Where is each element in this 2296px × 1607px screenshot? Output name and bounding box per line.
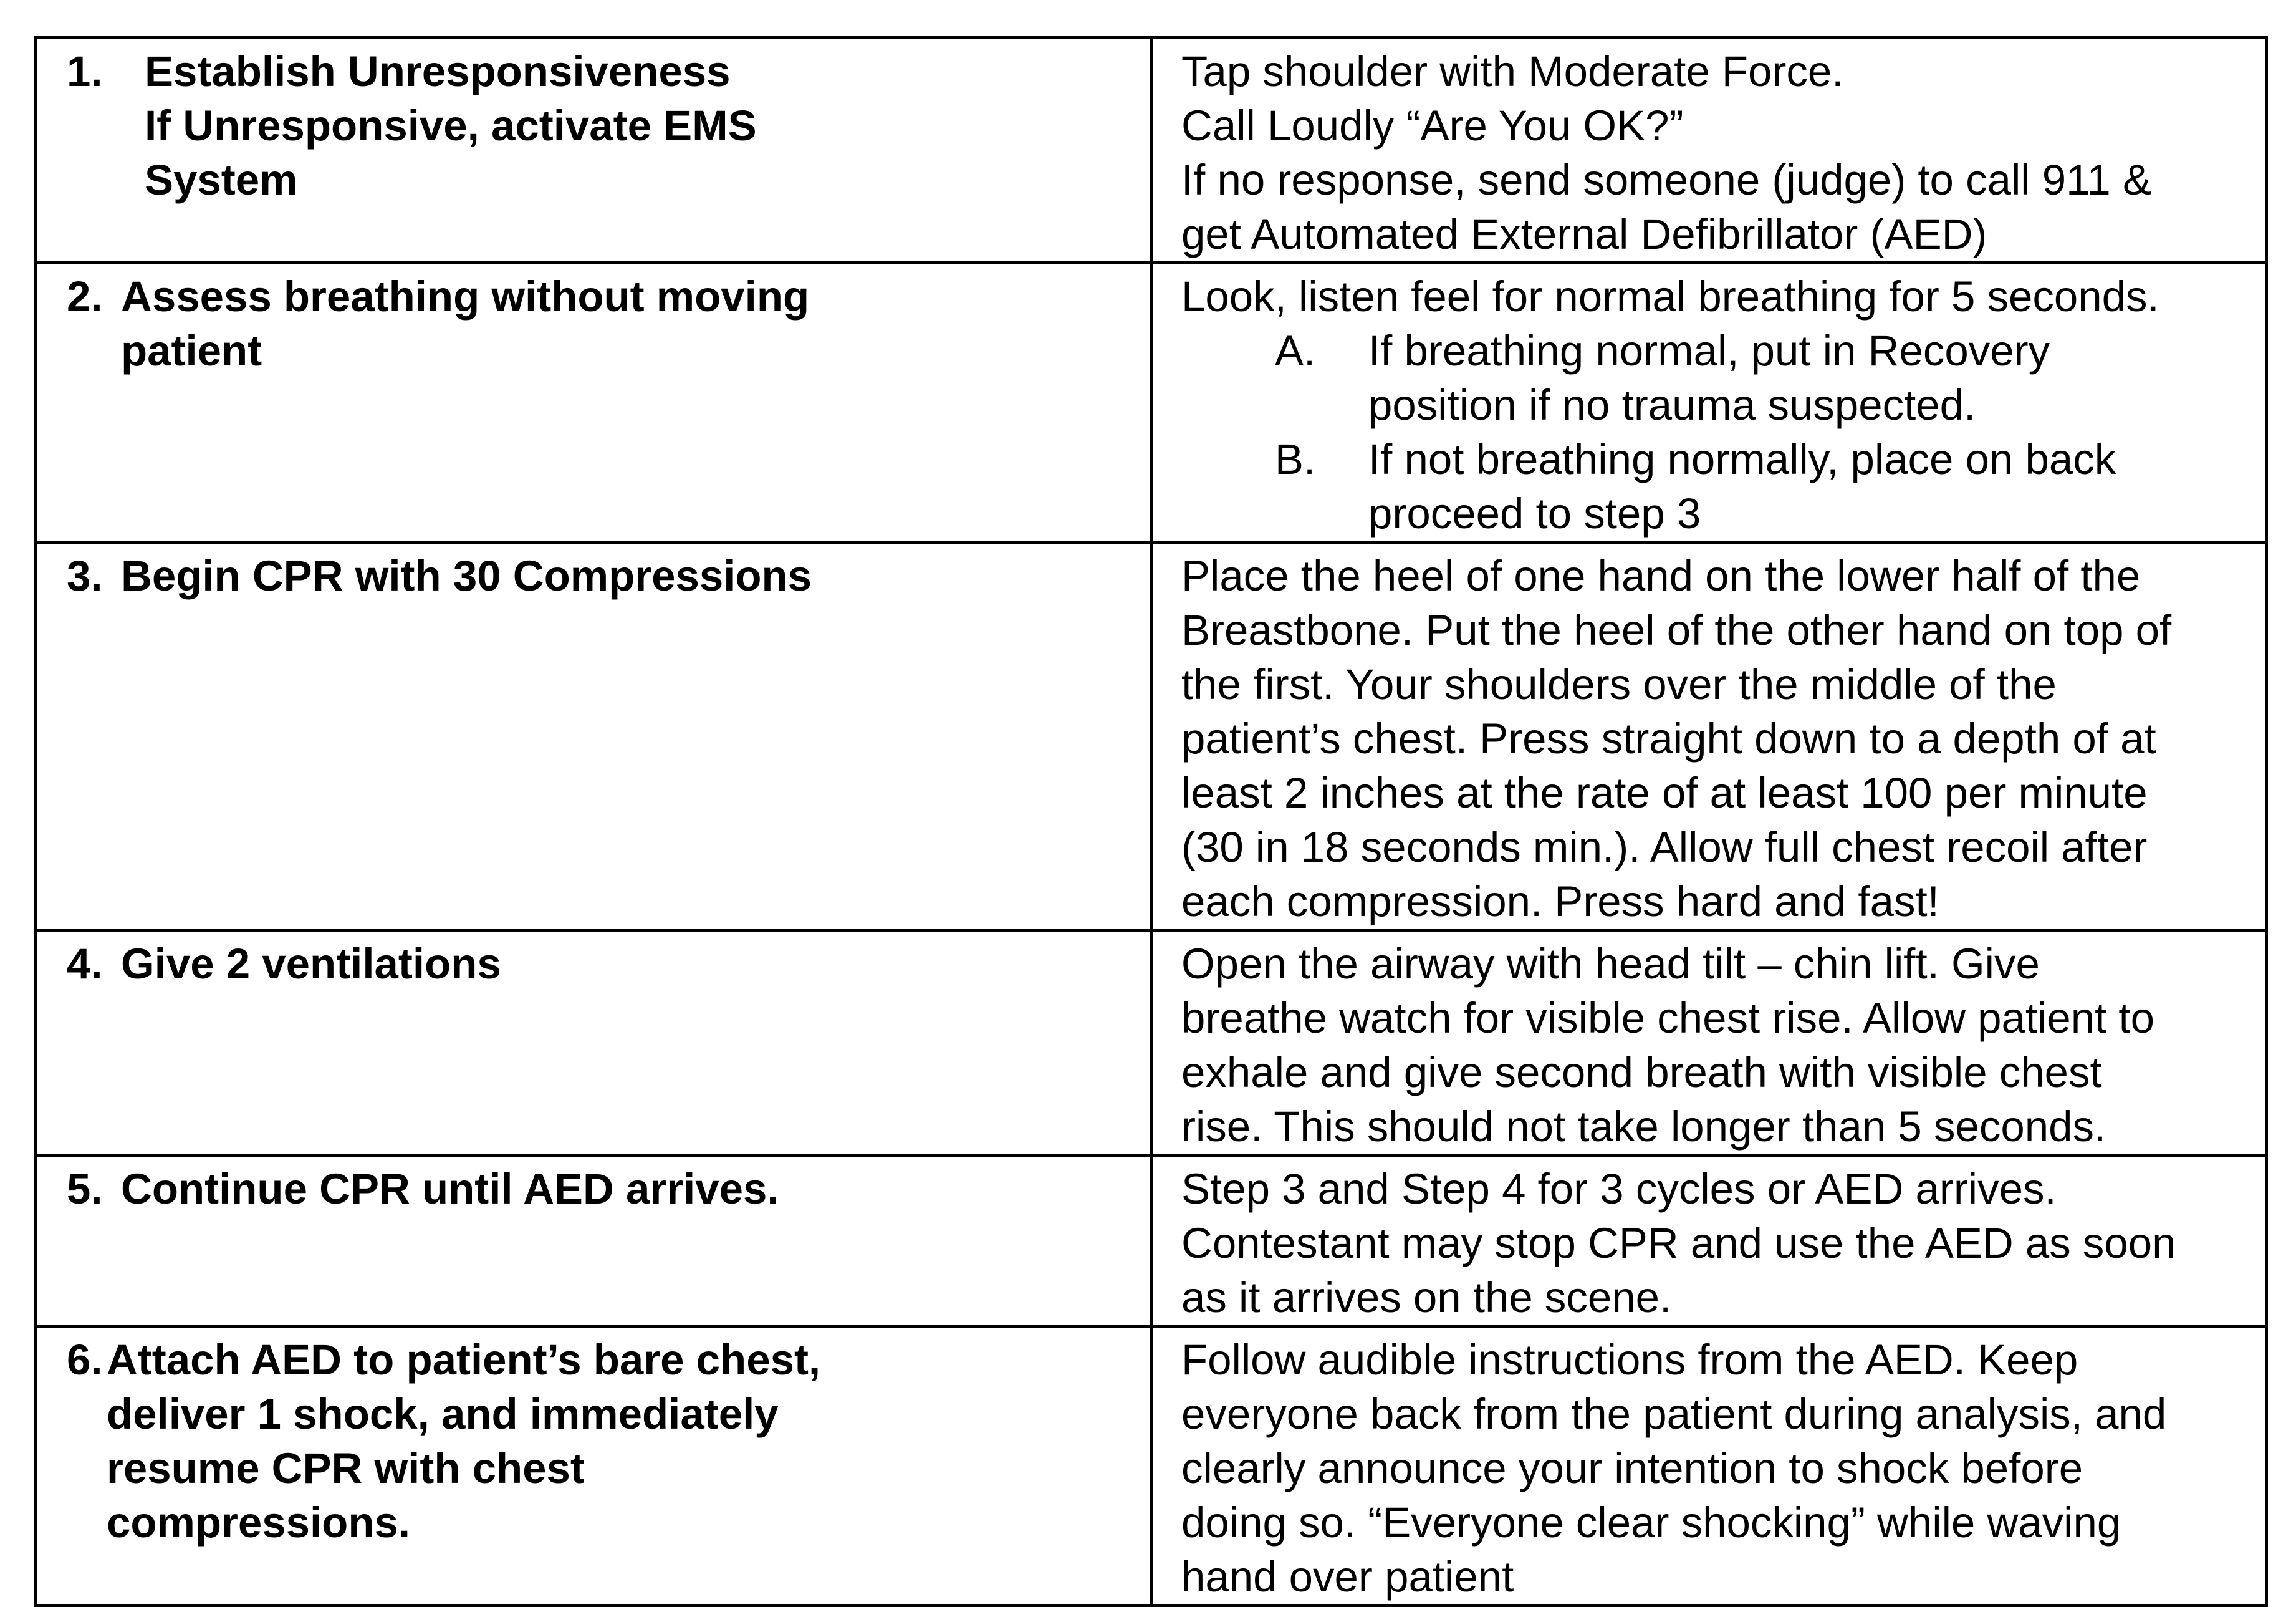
action-line: as it arrives on the scene.: [1181, 1273, 1672, 1321]
step-number: 4.: [67, 940, 103, 988]
step-title-line: compressions.: [107, 1498, 411, 1547]
table-row: [36, 38, 2267, 263]
step-title-line: deliver 1 shock, and immediately: [107, 1390, 779, 1438]
step-title-line: patient: [121, 327, 262, 375]
action-line: the first. Your shoulders over the middle of the: [1181, 660, 2057, 708]
action-line: breathe watch for visible chest rise. Allow patient to: [1181, 994, 2154, 1042]
step-title-line: resume CPR with chest: [107, 1444, 585, 1492]
step-number: 6.: [67, 1336, 103, 1384]
list-letter: B.: [1275, 435, 1316, 483]
action-line: doing so. “Everyone clear shocking” while waving: [1181, 1498, 2121, 1547]
action-cell: [1151, 38, 2267, 263]
action-cell: [1151, 930, 2267, 1156]
step-title-line: Assess breathing without moving: [121, 273, 810, 321]
step-cell: [36, 930, 1151, 1156]
table-row: [36, 1156, 2267, 1326]
table-row: [36, 1326, 2267, 1606]
action-line: least 2 inches at the rate of at least 100 per minute: [1181, 769, 2148, 817]
action-cell: [1151, 263, 2267, 543]
action-cell: [1151, 543, 2267, 930]
action-line: Follow audible instructions from the AED. Keep: [1181, 1336, 2078, 1384]
step-title-line: Attach AED to patient’s bare chest,: [107, 1336, 821, 1384]
table-row: [36, 263, 2267, 543]
list-letter: A.: [1275, 327, 1316, 375]
cpr-steps-table: [34, 36, 2268, 1607]
action-line: Tap shoulder with Moderate Force.: [1181, 47, 1844, 95]
step-title-line: Continue CPR until AED arrives.: [121, 1165, 779, 1213]
step-cell: [36, 38, 1151, 263]
list-item-line: If breathing normal, put in Recovery: [1368, 327, 2050, 375]
action-line: If no response, send someone (judge) to call 911 &: [1181, 156, 2152, 204]
action-cell: [1151, 1326, 2267, 1606]
list-item: [1181, 432, 2265, 541]
step-number: 2.: [67, 273, 103, 321]
step-title-line: Begin CPR with 30 Compressions: [121, 552, 812, 600]
step-title-line: System: [145, 156, 298, 204]
action-line: everyone back from the patient during analysis, and: [1181, 1390, 2167, 1438]
action-line: each compression. Press hard and fast!: [1181, 877, 1939, 925]
action-cell: [1151, 1156, 2267, 1326]
step-title-line: Give 2 ventilations: [121, 940, 501, 988]
action-line: get Automated External Defibrillator (AED): [1181, 210, 1987, 258]
action-line: rise. This should not take longer than 5 seconds.: [1181, 1103, 2106, 1151]
step-number: 3.: [67, 552, 103, 600]
list-item-line: proceed to step 3: [1368, 490, 1701, 538]
step-cell: [36, 1326, 1151, 1606]
table-row: [36, 543, 2267, 930]
action-line: Breastbone. Put the heel of the other hand on top of: [1181, 606, 2172, 654]
action-line: (30 in 18 seconds min.). Allow full chest recoil after: [1181, 823, 2148, 871]
action-line: Call Loudly “Are You OK?”: [1181, 102, 1684, 150]
action-line: exhale and give second breath with visible chest: [1181, 1048, 2102, 1096]
step-title-line: Establish Unresponsiveness: [145, 47, 731, 95]
step-number: 1.: [67, 47, 103, 95]
action-line: Step 3 and Step 4 for 3 cycles or AED arrives.: [1181, 1165, 2057, 1213]
list-item: [1181, 324, 2265, 432]
action-intro: Look, listen feel for normal breathing for 5 seconds.: [1181, 273, 2159, 321]
table-row: [36, 930, 2267, 1156]
step-cell: [36, 263, 1151, 543]
step-cell: [36, 1156, 1151, 1326]
action-line: patient’s chest. Press straight down to a depth of at: [1181, 715, 2156, 763]
list-item-line: If not breathing normally, place on back: [1368, 435, 2116, 483]
action-line: Open the airway with head tilt – chin lift. Give: [1181, 940, 2040, 988]
action-line: Contestant may stop CPR and use the AED as soon: [1181, 1219, 2176, 1267]
action-line: clearly announce your intention to shock before: [1181, 1444, 2083, 1492]
action-line: hand over patient: [1181, 1553, 1514, 1601]
step-number: 5.: [67, 1165, 103, 1213]
step-cell: [36, 543, 1151, 930]
action-line: Place the heel of one hand on the lower half of the: [1181, 552, 2141, 600]
step-title-line: If Unresponsive, activate EMS: [145, 102, 757, 150]
list-item-line: position if no trauma suspected.: [1368, 381, 1976, 429]
